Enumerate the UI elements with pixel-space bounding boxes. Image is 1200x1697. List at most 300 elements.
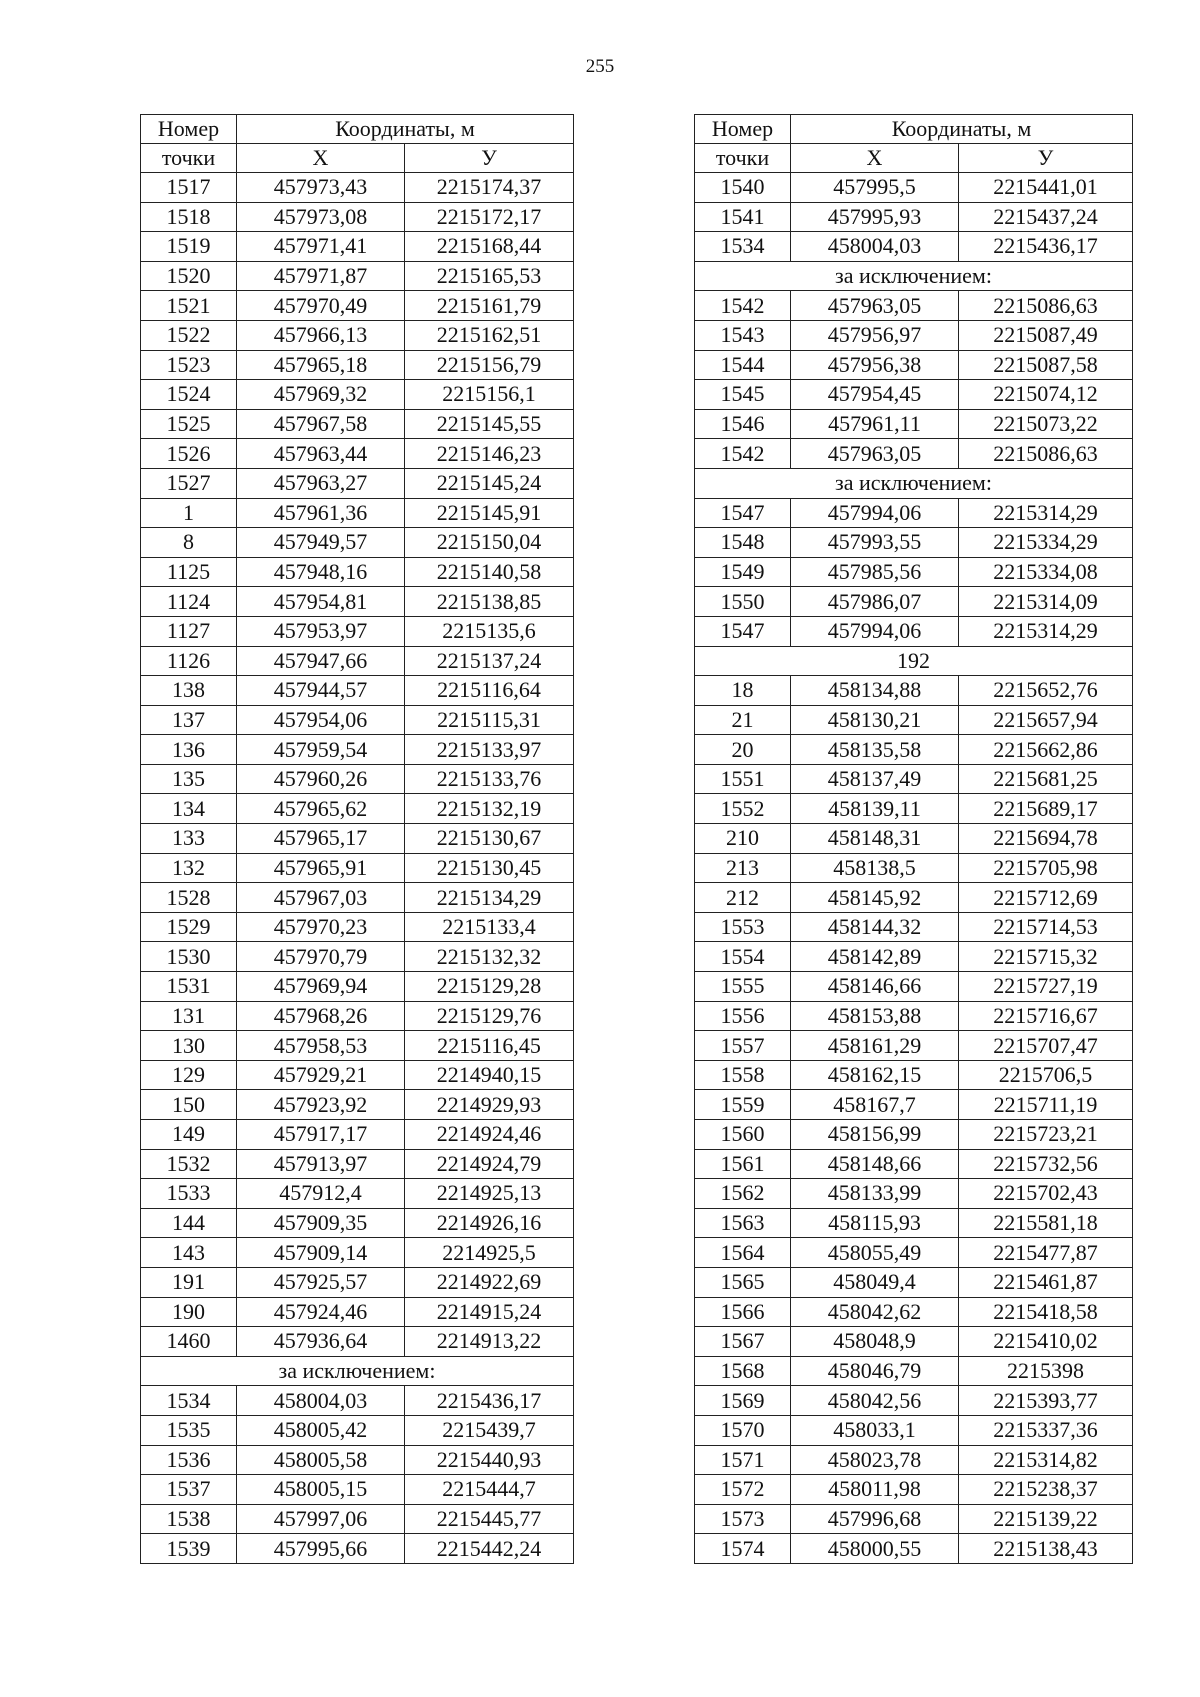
y-coordinate-cell: 2215727,19 [959, 972, 1133, 1002]
y-coordinate-cell: 2215129,76 [405, 1001, 574, 1031]
table-row [695, 1001, 1133, 1031]
x-coordinate-cell: 457963,44 [237, 439, 405, 469]
header-coordinates-label: Координаты, м [791, 115, 1133, 144]
x-coordinate-cell: 457961,11 [791, 409, 959, 439]
y-coordinate-cell: 2215115,31 [405, 705, 574, 735]
y-coordinate-cell: 2215087,58 [959, 350, 1133, 380]
table-row [141, 173, 574, 203]
coordinates-table-left [140, 114, 574, 1564]
x-coordinate-cell: 457971,87 [237, 261, 405, 291]
x-coordinate-cell: 457954,06 [237, 705, 405, 735]
x-coordinate-cell: 457966,13 [237, 320, 405, 350]
table-row [141, 528, 574, 558]
y-coordinate-cell: 2215165,53 [405, 261, 574, 291]
y-coordinate-cell: 2215445,77 [405, 1504, 574, 1534]
table-row [695, 1267, 1133, 1297]
table-row [141, 1208, 574, 1238]
y-coordinate-cell: 2214915,24 [405, 1297, 574, 1327]
table-row [141, 616, 574, 646]
y-coordinate-cell: 2215133,4 [405, 912, 574, 942]
table-row [141, 646, 574, 676]
table-row [141, 972, 574, 1002]
y-coordinate-cell: 2215074,12 [959, 380, 1133, 410]
table-row [141, 202, 574, 232]
point-number-cell: 1571 [695, 1445, 791, 1475]
y-coordinate-cell: 2214925,5 [405, 1238, 574, 1268]
y-coordinate-cell: 2215162,51 [405, 320, 574, 350]
point-number-cell: 1568 [695, 1356, 791, 1386]
y-coordinate-cell: 2215145,55 [405, 409, 574, 439]
table-row [141, 1386, 574, 1416]
y-coordinate-cell: 2215652,76 [959, 676, 1133, 706]
x-coordinate-cell: 457963,05 [791, 291, 959, 321]
y-coordinate-cell: 2215694,78 [959, 824, 1133, 854]
x-coordinate-cell: 457917,17 [237, 1120, 405, 1150]
table-row [695, 291, 1133, 321]
table-row [141, 261, 574, 291]
table-row [141, 1415, 574, 1445]
y-coordinate-cell: 2214913,22 [405, 1327, 574, 1357]
point-number-cell: 1529 [141, 912, 237, 942]
table-row [141, 1090, 574, 1120]
point-number-cell: 1550 [695, 587, 791, 617]
point-number-cell: 1530 [141, 942, 237, 972]
table-row [695, 1297, 1133, 1327]
x-coordinate-cell: 458011,98 [791, 1475, 959, 1505]
x-coordinate-cell: 458115,93 [791, 1208, 959, 1238]
point-number-cell: 1525 [141, 409, 237, 439]
table-row [695, 1031, 1133, 1061]
table-row [695, 1386, 1133, 1416]
header-number-label: Номер [695, 115, 791, 144]
x-coordinate-cell: 457923,92 [237, 1090, 405, 1120]
table-row [695, 380, 1133, 410]
y-coordinate-cell: 2215156,1 [405, 380, 574, 410]
x-coordinate-cell: 457961,36 [237, 498, 405, 528]
y-coordinate-cell: 2215444,7 [405, 1475, 574, 1505]
x-coordinate-cell: 457995,66 [237, 1534, 405, 1564]
table-row [695, 350, 1133, 380]
header-y-label: У [959, 144, 1133, 173]
table-row [141, 1120, 574, 1150]
point-number-cell: 1564 [695, 1238, 791, 1268]
point-number-cell: 1524 [141, 380, 237, 410]
table-row [695, 320, 1133, 350]
x-coordinate-cell: 458148,31 [791, 824, 959, 854]
y-coordinate-cell: 2215174,37 [405, 173, 574, 203]
header-x-label: X [237, 144, 405, 173]
y-coordinate-cell: 2215146,23 [405, 439, 574, 469]
y-coordinate-cell: 2215145,91 [405, 498, 574, 528]
point-number-cell: 1565 [695, 1267, 791, 1297]
section-label: за исключением: [695, 261, 1133, 291]
point-number-cell: 1543 [695, 320, 791, 350]
table-row [695, 528, 1133, 558]
x-coordinate-cell: 457995,93 [791, 202, 959, 232]
table-row [695, 942, 1133, 972]
x-coordinate-cell: 457954,81 [237, 587, 405, 617]
point-number-cell: 1460 [141, 1327, 237, 1357]
point-number-cell: 1532 [141, 1149, 237, 1179]
table-row [141, 1267, 574, 1297]
point-number-cell: 1542 [695, 439, 791, 469]
table-row [141, 587, 574, 617]
y-coordinate-cell: 2215161,79 [405, 291, 574, 321]
y-coordinate-cell: 2215150,04 [405, 528, 574, 558]
x-coordinate-cell: 457967,03 [237, 883, 405, 913]
y-coordinate-cell: 2214924,46 [405, 1120, 574, 1150]
point-number-cell: 1528 [141, 883, 237, 913]
x-coordinate-cell: 457994,06 [791, 498, 959, 528]
x-coordinate-cell: 458004,03 [237, 1386, 405, 1416]
table-row [141, 1534, 574, 1564]
y-coordinate-cell: 2215133,76 [405, 764, 574, 794]
section-label: 192 [695, 646, 1133, 676]
x-coordinate-cell: 457969,32 [237, 380, 405, 410]
table-row [695, 498, 1133, 528]
table-row [141, 291, 574, 321]
point-number-cell: 1545 [695, 380, 791, 410]
y-coordinate-cell: 2215133,97 [405, 735, 574, 765]
y-coordinate-cell: 2215116,64 [405, 676, 574, 706]
x-coordinate-cell: 457960,26 [237, 764, 405, 794]
y-coordinate-cell: 2215086,63 [959, 291, 1133, 321]
table-row [141, 1238, 574, 1268]
y-coordinate-cell: 2215086,63 [959, 439, 1133, 469]
x-coordinate-cell: 457973,08 [237, 202, 405, 232]
table-row [695, 439, 1133, 469]
point-number-cell: 1518 [141, 202, 237, 232]
x-coordinate-cell: 457995,5 [791, 173, 959, 203]
table-row [141, 1060, 574, 1090]
table-row [141, 764, 574, 794]
y-coordinate-cell: 2214929,93 [405, 1090, 574, 1120]
point-number-cell: 138 [141, 676, 237, 706]
y-coordinate-cell: 2215440,93 [405, 1445, 574, 1475]
table-row [141, 1327, 574, 1357]
point-number-cell: 212 [695, 883, 791, 913]
x-coordinate-cell: 457913,97 [237, 1149, 405, 1179]
point-number-cell: 1563 [695, 1208, 791, 1238]
point-number-cell: 1547 [695, 498, 791, 528]
table-row [695, 616, 1133, 646]
x-coordinate-cell: 457924,46 [237, 1297, 405, 1327]
table-row [141, 883, 574, 913]
x-coordinate-cell: 458042,56 [791, 1386, 959, 1416]
x-coordinate-cell: 457965,62 [237, 794, 405, 824]
point-number-cell: 213 [695, 853, 791, 883]
point-number-cell: 1562 [695, 1179, 791, 1209]
x-coordinate-cell: 457969,94 [237, 972, 405, 1002]
x-coordinate-cell: 458135,58 [791, 735, 959, 765]
point-number-cell: 1557 [695, 1031, 791, 1061]
table-row [695, 972, 1133, 1002]
x-coordinate-cell: 457993,55 [791, 528, 959, 558]
y-coordinate-cell: 2215442,24 [405, 1534, 574, 1564]
table-row [141, 676, 574, 706]
point-number-cell: 1549 [695, 557, 791, 587]
coordinates-table-right [694, 114, 1133, 1564]
y-coordinate-cell: 2215398 [959, 1356, 1133, 1386]
y-coordinate-cell: 2215436,17 [959, 232, 1133, 262]
table-row [141, 498, 574, 528]
point-number-cell: 1538 [141, 1504, 237, 1534]
table-row [695, 676, 1133, 706]
point-number-cell: 1519 [141, 232, 237, 262]
header-point-label: точки [695, 144, 791, 173]
x-coordinate-cell: 457909,35 [237, 1208, 405, 1238]
point-number-cell: 1567 [695, 1327, 791, 1357]
y-coordinate-cell: 2215706,5 [959, 1060, 1133, 1090]
table-row [695, 1415, 1133, 1445]
point-number-cell: 136 [141, 735, 237, 765]
x-coordinate-cell: 458138,5 [791, 853, 959, 883]
table-row [695, 173, 1133, 203]
table-row [695, 587, 1133, 617]
table-row [141, 468, 574, 498]
y-coordinate-cell: 2214922,69 [405, 1267, 574, 1297]
point-number-cell: 1559 [695, 1090, 791, 1120]
y-coordinate-cell: 2215581,18 [959, 1208, 1133, 1238]
y-coordinate-cell: 2215436,17 [405, 1386, 574, 1416]
x-coordinate-cell: 458000,55 [791, 1534, 959, 1564]
point-number-cell: 1555 [695, 972, 791, 1002]
x-coordinate-cell: 457925,57 [237, 1267, 405, 1297]
table-row [695, 557, 1133, 587]
x-coordinate-cell: 457994,06 [791, 616, 959, 646]
table-row [695, 735, 1133, 765]
point-number-cell: 20 [695, 735, 791, 765]
point-number-cell: 1556 [695, 1001, 791, 1031]
y-coordinate-cell: 2215705,98 [959, 853, 1133, 883]
table-row [695, 202, 1133, 232]
y-coordinate-cell: 2215681,25 [959, 764, 1133, 794]
x-coordinate-cell: 458162,15 [791, 1060, 959, 1090]
x-coordinate-cell: 458023,78 [791, 1445, 959, 1475]
x-coordinate-cell: 457956,38 [791, 350, 959, 380]
table-row [695, 1090, 1133, 1120]
point-number-cell: 18 [695, 676, 791, 706]
point-number-cell: 1539 [141, 1534, 237, 1564]
table-row [141, 439, 574, 469]
x-coordinate-cell: 457929,21 [237, 1060, 405, 1090]
x-coordinate-cell: 457996,68 [791, 1504, 959, 1534]
table-row [695, 764, 1133, 794]
y-coordinate-cell: 2215138,43 [959, 1534, 1133, 1564]
point-number-cell: 129 [141, 1060, 237, 1090]
x-coordinate-cell: 458145,92 [791, 883, 959, 913]
x-coordinate-cell: 457985,56 [791, 557, 959, 587]
x-coordinate-cell: 458033,1 [791, 1415, 959, 1445]
point-number-cell: 1 [141, 498, 237, 528]
y-coordinate-cell: 2215437,24 [959, 202, 1133, 232]
y-coordinate-cell: 2215461,87 [959, 1267, 1133, 1297]
point-number-cell: 1540 [695, 173, 791, 203]
y-coordinate-cell: 2215073,22 [959, 409, 1133, 439]
table-row [695, 1208, 1133, 1238]
x-coordinate-cell: 458156,99 [791, 1120, 959, 1150]
point-number-cell: 1533 [141, 1179, 237, 1209]
x-coordinate-cell: 457947,66 [237, 646, 405, 676]
page-number: 255 [585, 56, 615, 77]
header-coordinates-label: Координаты, м [237, 115, 574, 144]
y-coordinate-cell: 2215711,19 [959, 1090, 1133, 1120]
point-number-cell: 135 [141, 764, 237, 794]
table-row [141, 912, 574, 942]
x-coordinate-cell: 458055,49 [791, 1238, 959, 1268]
y-coordinate-cell: 2215139,22 [959, 1504, 1133, 1534]
x-coordinate-cell: 457963,27 [237, 468, 405, 498]
y-coordinate-cell: 2215132,19 [405, 794, 574, 824]
point-number-cell: 21 [695, 705, 791, 735]
y-coordinate-cell: 2215418,58 [959, 1297, 1133, 1327]
point-number-cell: 133 [141, 824, 237, 854]
point-number-cell: 144 [141, 1208, 237, 1238]
y-coordinate-cell: 2215087,49 [959, 320, 1133, 350]
y-coordinate-cell: 2215145,24 [405, 468, 574, 498]
point-number-cell: 1547 [695, 616, 791, 646]
point-number-cell: 1526 [141, 439, 237, 469]
table-row [695, 824, 1133, 854]
point-number-cell: 149 [141, 1120, 237, 1150]
table-row [141, 794, 574, 824]
x-coordinate-cell: 457954,45 [791, 380, 959, 410]
y-coordinate-cell: 2215140,58 [405, 557, 574, 587]
point-number-cell: 1552 [695, 794, 791, 824]
x-coordinate-cell: 457963,05 [791, 439, 959, 469]
y-coordinate-cell: 2215337,36 [959, 1415, 1133, 1445]
table-row [695, 705, 1133, 735]
table-row [141, 735, 574, 765]
section-row [141, 1356, 574, 1386]
x-coordinate-cell: 457936,64 [237, 1327, 405, 1357]
x-coordinate-cell: 458042,62 [791, 1297, 959, 1327]
section-row [695, 646, 1133, 676]
y-coordinate-cell: 2215334,08 [959, 557, 1133, 587]
x-coordinate-cell: 458161,29 [791, 1031, 959, 1061]
point-number-cell: 1537 [141, 1475, 237, 1505]
point-number-cell: 1548 [695, 528, 791, 558]
point-number-cell: 1523 [141, 350, 237, 380]
point-number-cell: 130 [141, 1031, 237, 1061]
table-row [141, 1001, 574, 1031]
y-coordinate-cell: 2215314,82 [959, 1445, 1133, 1475]
point-number-cell: 1521 [141, 291, 237, 321]
table-row [141, 557, 574, 587]
y-coordinate-cell: 2215689,17 [959, 794, 1133, 824]
table-row [695, 1179, 1133, 1209]
y-coordinate-cell: 2215238,37 [959, 1475, 1133, 1505]
x-coordinate-cell: 458005,42 [237, 1415, 405, 1445]
x-coordinate-cell: 458005,58 [237, 1445, 405, 1475]
header-point-label: точки [141, 144, 237, 173]
y-coordinate-cell: 2215732,56 [959, 1149, 1133, 1179]
point-number-cell: 143 [141, 1238, 237, 1268]
y-coordinate-cell: 2215715,32 [959, 942, 1133, 972]
point-number-cell: 1520 [141, 261, 237, 291]
table-row [141, 350, 574, 380]
y-coordinate-cell: 2214926,16 [405, 1208, 574, 1238]
y-coordinate-cell: 2215129,28 [405, 972, 574, 1002]
table-row [695, 1475, 1133, 1505]
y-coordinate-cell: 2215116,45 [405, 1031, 574, 1061]
x-coordinate-cell: 457912,4 [237, 1179, 405, 1209]
x-coordinate-cell: 457956,97 [791, 320, 959, 350]
x-coordinate-cell: 458146,66 [791, 972, 959, 1002]
table-row [695, 1534, 1133, 1564]
x-coordinate-cell: 458048,9 [791, 1327, 959, 1357]
y-coordinate-cell: 2215716,67 [959, 1001, 1133, 1031]
x-coordinate-cell: 458144,32 [791, 912, 959, 942]
point-number-cell: 191 [141, 1267, 237, 1297]
point-number-cell: 1566 [695, 1297, 791, 1327]
x-coordinate-cell: 457971,41 [237, 232, 405, 262]
y-coordinate-cell: 2215168,44 [405, 232, 574, 262]
y-coordinate-cell: 2215477,87 [959, 1238, 1133, 1268]
point-number-cell: 1573 [695, 1504, 791, 1534]
x-coordinate-cell: 457909,14 [237, 1238, 405, 1268]
point-number-cell: 1534 [141, 1386, 237, 1416]
y-coordinate-cell: 2215156,79 [405, 350, 574, 380]
table-row [141, 409, 574, 439]
point-number-cell: 1572 [695, 1475, 791, 1505]
table-row [695, 1238, 1133, 1268]
point-number-cell: 137 [141, 705, 237, 735]
table-row [695, 1120, 1133, 1150]
point-number-cell: 1126 [141, 646, 237, 676]
table-row [141, 824, 574, 854]
point-number-cell: 1541 [695, 202, 791, 232]
table-row [141, 942, 574, 972]
x-coordinate-cell: 457973,43 [237, 173, 405, 203]
point-number-cell: 1536 [141, 1445, 237, 1475]
table-row [695, 912, 1133, 942]
table-row [695, 1356, 1133, 1386]
y-coordinate-cell: 2215314,09 [959, 587, 1133, 617]
point-number-cell: 131 [141, 1001, 237, 1031]
table-row [141, 1297, 574, 1327]
x-coordinate-cell: 458046,79 [791, 1356, 959, 1386]
point-number-cell: 1522 [141, 320, 237, 350]
y-coordinate-cell: 2215714,53 [959, 912, 1133, 942]
y-coordinate-cell: 2215134,29 [405, 883, 574, 913]
table-row [141, 705, 574, 735]
table-row [141, 853, 574, 883]
point-number-cell: 1570 [695, 1415, 791, 1445]
table-row [141, 1504, 574, 1534]
y-coordinate-cell: 2214940,15 [405, 1060, 574, 1090]
y-coordinate-cell: 2215410,02 [959, 1327, 1133, 1357]
point-number-cell: 1569 [695, 1386, 791, 1416]
point-number-cell: 1517 [141, 173, 237, 203]
x-coordinate-cell: 457948,16 [237, 557, 405, 587]
point-number-cell: 1553 [695, 912, 791, 942]
x-coordinate-cell: 458049,4 [791, 1267, 959, 1297]
section-label: за исключением: [141, 1356, 574, 1386]
x-coordinate-cell: 458153,88 [791, 1001, 959, 1031]
x-coordinate-cell: 457968,26 [237, 1001, 405, 1031]
x-coordinate-cell: 458137,49 [791, 764, 959, 794]
table-row [141, 232, 574, 262]
x-coordinate-cell: 457967,58 [237, 409, 405, 439]
table-row [141, 1031, 574, 1061]
point-number-cell: 1546 [695, 409, 791, 439]
table-row [141, 1149, 574, 1179]
y-coordinate-cell: 2215441,01 [959, 173, 1133, 203]
x-coordinate-cell: 457970,23 [237, 912, 405, 942]
y-coordinate-cell: 2215723,21 [959, 1120, 1133, 1150]
section-row [695, 468, 1133, 498]
